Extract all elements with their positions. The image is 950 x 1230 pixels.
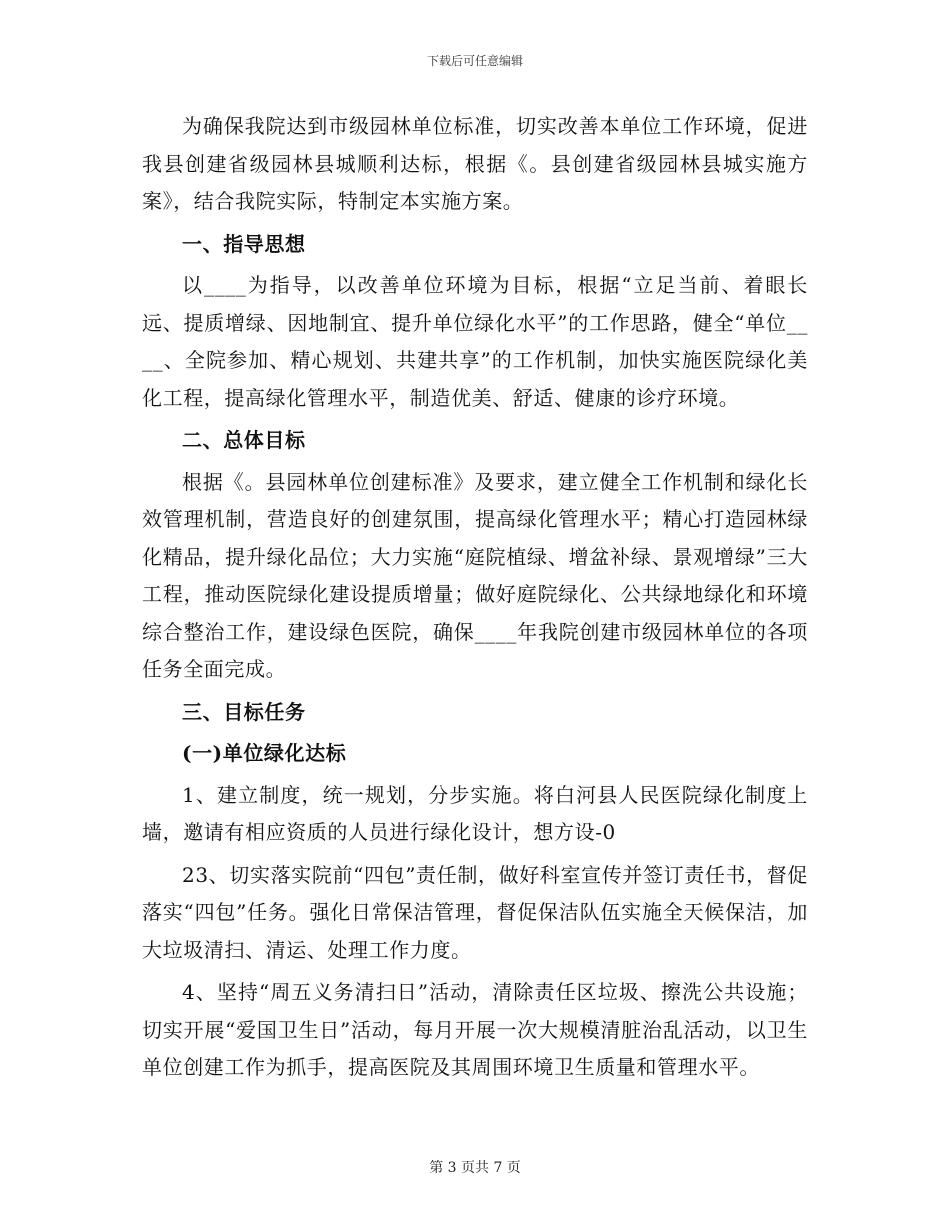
- document-body: [142, 108, 808, 1092]
- section-heading-guiding-ideology: 一、指导思想: [182, 231, 306, 256]
- overall-goal-paragraph: 根据《。县园林单位创建标准》及要求，建立健全工作机制和绿化长效管理机制，营造良好的创建氛围，提高绿化管理水平；精心打造园林绿化精品，提升绿化品位；大力实施“庭院植绿、增盆补绿、景观增绿”三大工程，推动医院绿化建设提质增量；做好庭院绿化、公共绿地绿化和环境综合整治工作，建设绿色医院，确保____年我院创建市级园林单位的各项任务全面完成。: [142, 469, 808, 681]
- guiding-ideology-paragraph: 以____为指导，以改善单位环境为目标，根据“立足当前、着眼长远、提质增绿、因地制宜、提升单位绿化水平”的工作思路，健全“单位____、全院参加、精心规划、共建共享”的工作机制，加快实施医院绿化美化工程，提高绿化管理水平，制造优美、舒适、健康的诊疗环境。: [142, 273, 808, 410]
- section-heading-target-tasks: 三、目标任务: [182, 699, 306, 724]
- list-item-4: 4、坚持“周五义务清扫日”活动，清除责任区垃圾、擦洗公共设施；切实开展“爱国卫生日”活动，每月开展一次大规模清脏治乱活动，以卫生单位创建工作为抓手，提高医院及其周围环境卫生质量和管理水平。: [142, 980, 808, 1079]
- section-heading-overall-goal: 二、总体目标: [182, 428, 306, 452]
- page-header: 下载后可任意编辑: [426, 54, 523, 68]
- list-item-23: 23、切实落实院前“四包”责任制，做好科室宣传并签订责任书，督促落实“四包”任务。强化日常保洁管理，督促保洁队伍实施全天候保洁，加大垃圾清扫、清运、处理工作力度。: [142, 862, 808, 962]
- page-number-footer: 第 3 页共 7 页: [429, 1160, 521, 1176]
- list-item-1: 1、建立制度，统一规划，分步实施。将白河县人民医院绿化制度上墙，邀请有相应资质的人员进行绿化设计，想方设-0: [142, 782, 808, 844]
- subsection-heading-greening: (一)单位绿化达标: [182, 741, 347, 765]
- intro-paragraph: 为确保我院达到市级园林单位标准，切实改善本单位工作环境，促进我县创建省级园林县城顺利达标，根据《。县创建省级园林县城实施方案》，结合我院实际，特制定本实施方案。: [142, 114, 808, 213]
